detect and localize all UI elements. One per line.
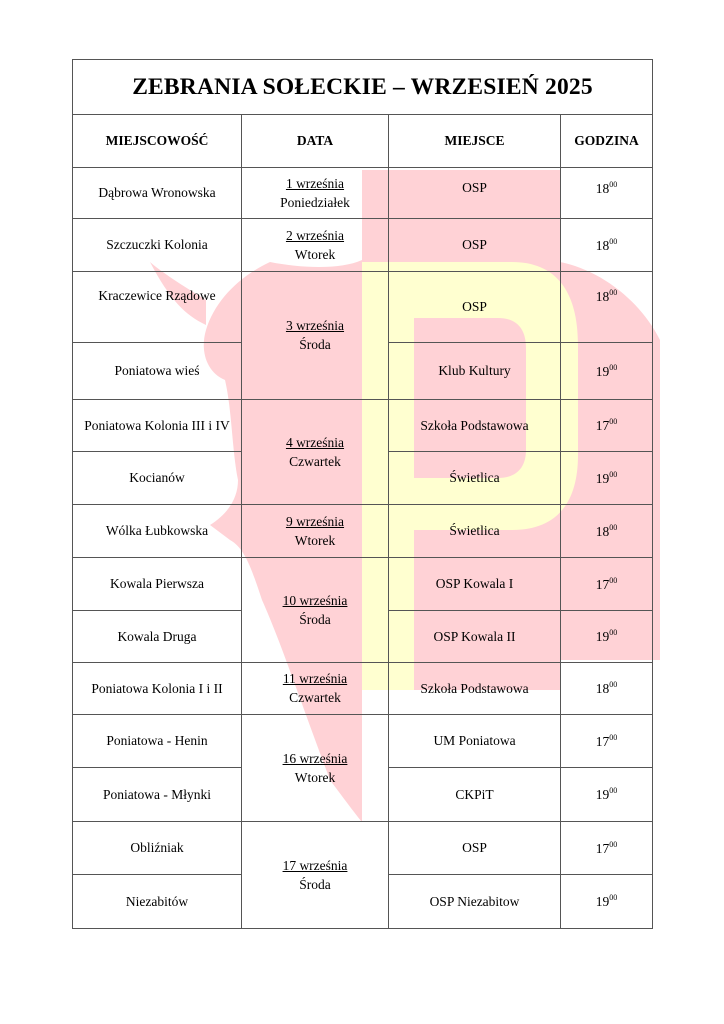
date-cell <box>242 272 389 400</box>
date-day: 17 września <box>282 857 348 873</box>
time-minutes: 00 <box>609 893 618 902</box>
time-hour: 19 <box>595 470 610 486</box>
place-cell: Szczuczki Kolonia <box>73 219 242 272</box>
time-cell <box>561 400 653 452</box>
venue-cell: OSP Kowala II <box>389 611 561 663</box>
time-cell <box>561 715 653 768</box>
date-day: 11 września <box>282 671 348 686</box>
time-hour: 17 <box>595 733 610 749</box>
table-row <box>73 168 653 219</box>
place-cell: Wólka Łubkowska <box>73 505 242 558</box>
time-cell <box>561 452 653 505</box>
time-cell <box>561 272 653 343</box>
time-minutes: 00 <box>609 417 618 426</box>
place-cell: Obliźniak <box>73 822 242 875</box>
time-minutes: 00 <box>609 732 618 742</box>
date-cell <box>242 505 389 558</box>
header-place: MIEJSCOWOŚĆ <box>73 115 242 168</box>
time-cell <box>561 343 653 400</box>
venue-cell: Świetlica <box>389 452 561 505</box>
time-hour: 19 <box>595 629 610 644</box>
place-cell: Poniatowa - Młynki <box>73 768 242 822</box>
venue-cell: OSP <box>389 272 561 343</box>
table-row <box>73 558 653 611</box>
date-cell <box>242 663 389 715</box>
time-minutes: 00 <box>609 522 618 532</box>
venue-cell: Szkoła Podstawowa <box>389 663 561 715</box>
meetings-table-container <box>72 59 652 929</box>
table-row <box>73 715 653 768</box>
header-time: GODZINA <box>561 115 653 168</box>
date-cell <box>242 168 389 219</box>
time-cell <box>561 875 653 929</box>
date-cell <box>242 219 389 272</box>
table-row <box>73 505 653 558</box>
date-day: 2 września <box>285 227 345 243</box>
venue-cell: OSP Niezabitow <box>389 875 561 929</box>
time-minutes: 00 <box>609 628 618 637</box>
time-minutes: 00 <box>609 786 618 795</box>
date-cell <box>242 558 389 663</box>
time-cell <box>561 558 653 611</box>
venue-cell: OSP <box>389 822 561 875</box>
time-hour: 17 <box>595 418 610 433</box>
time-cell <box>561 822 653 875</box>
time-cell <box>561 219 653 272</box>
time-minutes: 00 <box>609 575 618 585</box>
place-cell: Niezabitów <box>73 875 242 929</box>
place-cell: Poniatowa Kolonia I i II <box>73 663 242 715</box>
time-hour: 19 <box>595 787 610 802</box>
time-hour: 18 <box>595 681 610 696</box>
time-cell <box>561 768 653 822</box>
venue-cell: Klub Kultury <box>389 343 561 400</box>
place-cell: Kocianów <box>73 452 242 505</box>
time-hour: 19 <box>595 894 610 909</box>
date-cell <box>242 400 389 505</box>
date-weekday: Wtorek <box>294 246 336 262</box>
time-minutes: 00 <box>609 180 618 189</box>
place-cell: Kowala Pierwsza <box>73 558 242 611</box>
date-cell <box>242 715 389 822</box>
time-minutes: 00 <box>609 839 618 849</box>
venue-cell: CKPiT <box>389 768 561 822</box>
table-row <box>73 272 653 343</box>
table-row <box>73 400 653 452</box>
date-weekday: Czwartek <box>289 453 341 469</box>
time-hour: 18 <box>595 289 610 304</box>
table-row <box>73 663 653 715</box>
place-cell: Kraczewice Rządowe <box>73 272 242 343</box>
time-hour: 18 <box>595 237 610 253</box>
time-minutes: 00 <box>609 362 618 372</box>
date-weekday: Wtorek <box>294 532 336 548</box>
venue-cell: OSP Kowala I <box>389 558 561 611</box>
time-minutes: 00 <box>609 288 618 297</box>
time-cell <box>561 505 653 558</box>
date-weekday: Poniedziałek <box>280 194 350 210</box>
date-day: 1 września <box>285 175 345 191</box>
time-hour: 17 <box>595 576 610 592</box>
time-minutes: 00 <box>609 469 618 479</box>
venue-cell: OSP <box>389 168 561 219</box>
date-day: 4 września <box>285 434 345 450</box>
place-cell: Poniatowa wieś <box>73 343 242 400</box>
time-hour: 18 <box>595 523 610 539</box>
date-day: 10 września <box>282 592 348 608</box>
date-weekday: Wtorek <box>294 769 336 785</box>
date-weekday: Środa <box>299 611 331 627</box>
date-cell <box>242 822 389 929</box>
time-minutes: 00 <box>609 680 618 689</box>
time-hour: 18 <box>595 181 610 196</box>
venue-cell: OSP <box>389 219 561 272</box>
time-hour: 19 <box>595 363 610 379</box>
venue-cell: UM Poniatowa <box>389 715 561 768</box>
date-day: 3 września <box>285 318 345 333</box>
time-cell <box>561 663 653 715</box>
venue-cell: Szkoła Podstawowa <box>389 400 561 452</box>
document-title: ZEBRANIA SOŁECKIE – WRZESIEŃ 2025 <box>73 60 653 115</box>
date-weekday: Środa <box>299 337 331 352</box>
header-venue: MIEJSCE <box>389 115 561 168</box>
date-weekday: Czwartek <box>289 690 341 705</box>
meetings-table <box>72 59 653 929</box>
date-weekday: Środa <box>299 876 331 892</box>
time-cell <box>561 168 653 219</box>
date-day: 9 września <box>285 513 345 529</box>
place-cell: Poniatowa Kolonia III i IV <box>73 400 242 452</box>
place-cell: Poniatowa - Henin <box>73 715 242 768</box>
place-cell: Dąbrowa Wronowska <box>73 168 242 219</box>
time-hour: 17 <box>595 840 610 856</box>
time-cell <box>561 611 653 663</box>
place-cell: Kowala Druga <box>73 611 242 663</box>
venue-cell: Świetlica <box>389 505 561 558</box>
date-day: 16 września <box>282 750 348 766</box>
time-minutes: 00 <box>609 236 618 246</box>
table-row <box>73 822 653 875</box>
header-date: DATA <box>242 115 389 168</box>
table-row <box>73 219 653 272</box>
